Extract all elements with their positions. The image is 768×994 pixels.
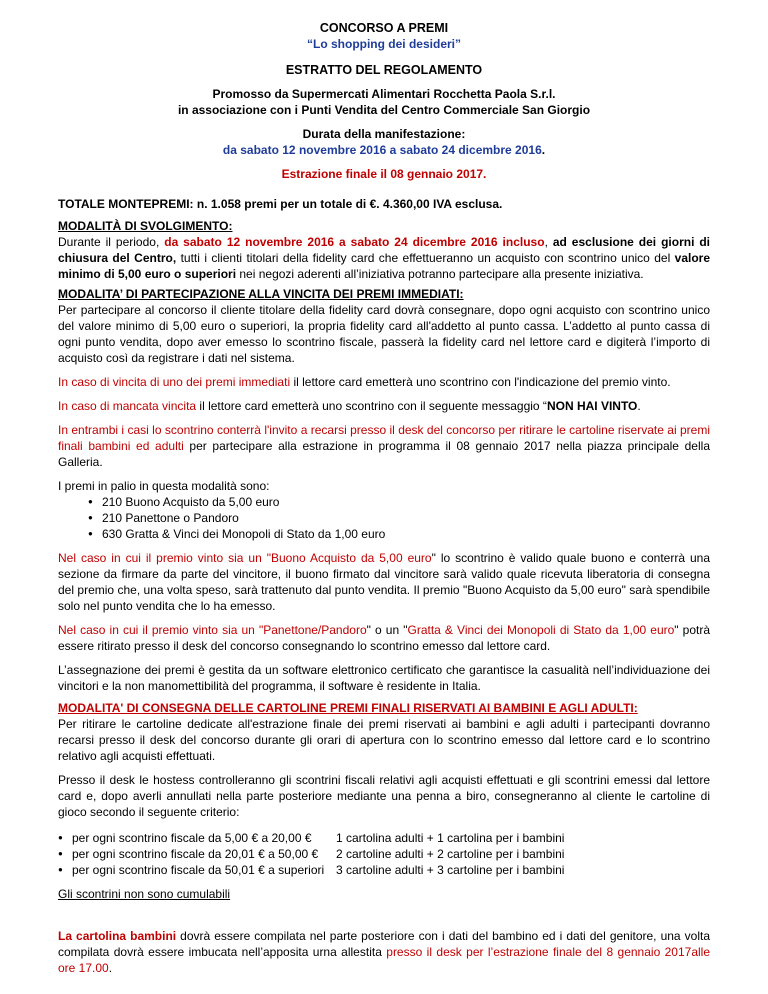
text-span: , — [544, 235, 553, 249]
duration-label: Durata della manifestazione: — [302, 127, 466, 141]
paragraph-mancata-vincita — [58, 398, 710, 414]
list-item: ● 210 Buono Acquisto da 5,00 euro — [88, 494, 710, 510]
win-case-label: In caso di vincita di uno dei premi immediati — [58, 375, 291, 389]
paragraph-ritiro: Per ritirare le cartoline dedicate all'estrazione finale dei premi riservati ai bambini e agli adulti i partecipanti dovranno recarsi presso il desk del concorso durante gli orari di apertura con lo scontrino emesso dal lettore card e lo scontrino relativo agli acquisti effettuati. — [58, 717, 710, 763]
final-draw-date: Estrazione finale il 08 gennaio 2017. — [281, 167, 487, 181]
kids-card-label: La cartolina bambini — [58, 929, 177, 943]
no-win-message: NON HAI VINTO — [546, 399, 638, 413]
list-item: ● 630 Gratta & Vinci dei Monopoli di Stato da 1,00 euro — [88, 526, 710, 542]
list-item: ● 210 Panettone o Pandoro — [88, 510, 710, 526]
text-span: il lettore card emetterà uno scontrino con il seguente messaggio “ — [196, 399, 547, 413]
text-span: nei negozi aderenti all’iniziativa potranno partecipare alla presente iniziativa. — [236, 267, 644, 281]
paragraph-svolgimento — [58, 234, 710, 282]
paragraph-entrambi — [58, 422, 710, 470]
paragraph-hostess: Presso il desk le hostess controlleranno gli scontrini fiscali relativi agli acquisti effettuati e gli scontrini emessi dal lettore card e, dopo averli annullati nella parte posteriore mediante una penna a biro, consegneranno al cliente le cartoline di gioco secondo il seguente criterio: — [58, 773, 710, 819]
text-span: tutti i clienti titolari della fidelity card che effettueranno un acquisto con scontrino unico del — [176, 251, 675, 265]
criteria-row — [58, 846, 710, 862]
criteria-range — [58, 830, 336, 846]
paragraph-cartolina-bambini — [58, 928, 710, 976]
no-win-case-label: In caso di mancata vincita — [58, 399, 197, 413]
paragraph-panettone — [58, 622, 710, 654]
panettone-case-label: Nel caso in cui il premio vinto sia un "Panettone/Pandoro — [58, 623, 367, 637]
text-span: per partecipare alla estrazione in programma il 08 gennaio 2017 nella piazza principale della Galleria. — [58, 439, 710, 469]
paragraph-software: L’assegnazione dei premi è gestita da un software elettronico certificato che garantisce la casualità nell’individuazione dei vincitori e la non manomettibilità del programma, il software è residente in Italia. — [58, 663, 710, 693]
minimum-value: valore minimo di 5,00 euro o superiori — [58, 251, 711, 281]
section-heading-consegna: MODALITA' DI CONSEGNA DELLE CARTOLINE PREMI FINALI RISERVATI AI BAMBINI E AGLI ADULTI: — [58, 701, 638, 715]
list-item: ● per ogni scontrino fiscale da 20,01 € a 50,00 € — [58, 846, 336, 862]
text-span: " potrà essere ritirato presso il desk del concorso consegnando lo scontrino emesso dal lettore card. — [58, 623, 711, 653]
doc-title: CONCORSO A PREMI — [319, 21, 449, 35]
duration-dates: da sabato 12 novembre 2016 a sabato 24 dicembre 2016 — [222, 143, 542, 157]
text-span: dovrà essere compilata nel parte posteriore con i dati del bambino ed i dati del genitore, una volta compilata dovrà essere imbucata nell’apposita urna allestita — [58, 929, 710, 959]
section-heading-svolgimento: MODALITÀ DI SVOLGIMENTO: — [58, 219, 233, 233]
closing-days-note: ad esclusione dei giorni di chiusura del Centro, — [58, 235, 711, 265]
list-item: ● per ogni scontrino fiscale da 5,00 € a 20,00 € — [58, 830, 336, 846]
desk-invite: In entrambi i casi lo scontrino conterrà l'invito a recarsi presso il desk del concorso per ritirare le cartoline riservate ai premi finali bambini ed adulti — [58, 423, 710, 453]
criteria-cards: 3 cartoline adulti + 3 cartoline per i bambini — [336, 863, 565, 877]
promoter-line-1: Promosso da Supermercati Alimentari Rocchetta Paola S.r.l. — [212, 87, 556, 101]
criteria-range — [58, 846, 336, 862]
criteria-range — [58, 862, 336, 878]
text-span: Durante il periodo, — [58, 235, 165, 249]
criteria-row — [58, 862, 710, 878]
paragraph-vincita — [58, 374, 710, 390]
duration-dates-line — [58, 142, 710, 158]
criteria-list — [58, 830, 710, 878]
text-span: " o un " — [366, 623, 408, 637]
scratch-card-label: Gratta & Vinci dei Monopoli di Stato da 1,00 euro — [407, 623, 675, 637]
list-item: ● per ogni scontrino fiscale da 50,01 € a superiori — [58, 862, 336, 878]
prizes-list — [58, 494, 710, 542]
text-span: " lo scontrino è valido quale buono e conterrà una sezione da firmare da parte del vincitore, il buono firmato dal vincitore sarà valido quale ricevuta liberatoria di consegna del premio che, una volta speso, sarà trattenuto dal punto vendita. Il premio "Buono Acquisto da 5,00 euro" sarà spendibile solo nel punto vendita che lo ha emesso. — [58, 551, 710, 613]
extract-heading: ESTRATTO DEL REGOLAMENTO — [285, 63, 483, 77]
criteria-cards: 1 cartolina adulti + 1 cartolina per i bambini — [336, 831, 565, 845]
criteria-cards: 2 cartoline adulti + 2 cartoline per i bambini — [336, 847, 565, 861]
duration-dot: . — [541, 143, 546, 157]
final-draw-desk: presso il desk per l’estrazione finale del 8 gennaio 2017alle ore 17.00 — [58, 945, 711, 975]
paragraph-buono — [58, 550, 710, 614]
voucher-case-label: Nel caso in cui il premio vinto sia un "Buono Acquisto da 5,00 euro — [58, 551, 432, 565]
doc-subtitle: “Lo shopping dei desideri” — [306, 37, 461, 51]
total-prizes: TOTALE MONTEPREMI: n. 1.058 premi per un totale di €. 4.360,00 IVA esclusa. — [58, 197, 503, 211]
text-span: . — [637, 399, 641, 413]
not-cumulative-note: Gli scontrini non sono cumulabili — [58, 887, 231, 901]
section-heading-partecipazione: MODALITA’ DI PARTECIPAZIONE ALLA VINCITA DEI PREMI IMMEDIATI: — [58, 287, 464, 301]
paragraph-partecipazione: Per partecipare al concorso il cliente titolare della fidelity card dovrà consegnare, dopo ogni acquisto con scontrino unico del valore minimo di 5,00 euro o superiori, la propria fidelity card all'addetto al punto cassa. L’addetto al punto cassa di ogni punto vendita, dopo aver emesso lo scontrino fiscale, passerà la fidelity card nel lettore card e digiterà l’importo di acquisto così da registrare i dati nel sistema. — [58, 303, 710, 365]
period-highlight: da sabato 12 novembre 2016 a sabato 24 dicembre 2016 incluso — [164, 235, 545, 249]
prizes-intro: I premi in palio in questa modalità sono: — [58, 479, 270, 493]
text-span: il lettore card emetterà uno scontrino con l'indicazione del premio vinto. — [290, 375, 671, 389]
promoter-line-2: in associazione con i Punti Vendita del Centro Commerciale San Giorgio — [177, 103, 591, 117]
text-span: . — [108, 961, 113, 975]
criteria-row — [58, 830, 710, 846]
